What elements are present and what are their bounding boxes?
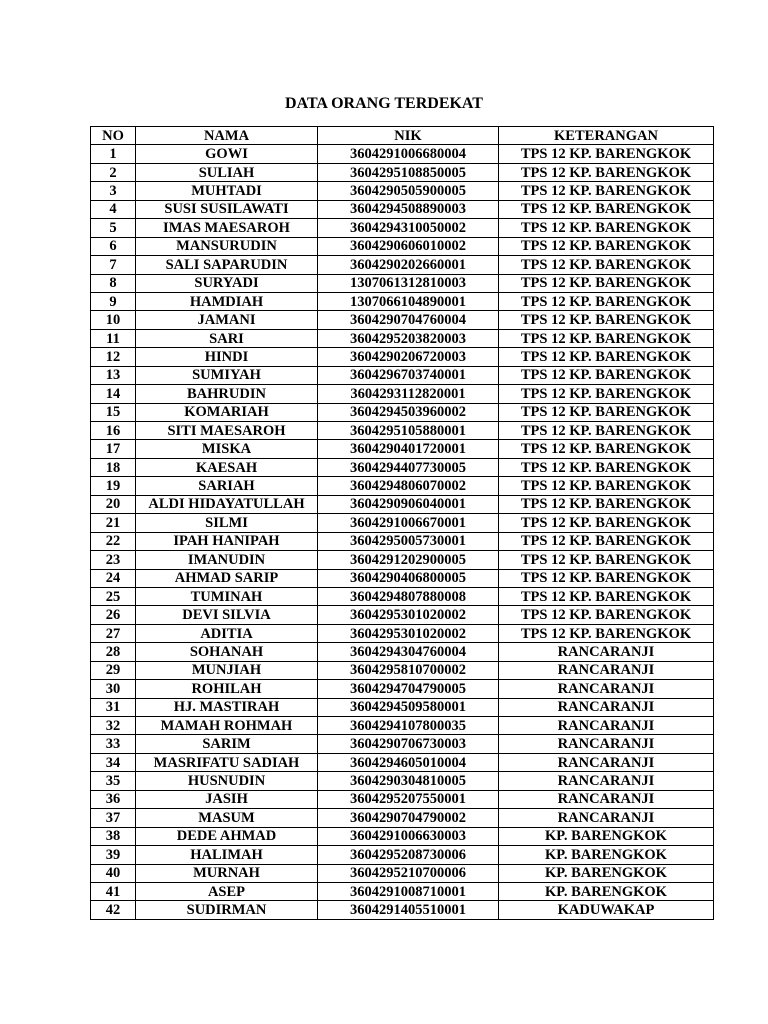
cell-nama: HUSNUDIN bbox=[136, 772, 318, 790]
table-row bbox=[91, 274, 714, 292]
cell-nama: JAMANI bbox=[136, 311, 318, 329]
table-row bbox=[91, 458, 714, 476]
cell-nik: 3604294807880008 bbox=[318, 587, 499, 605]
cell-nama: IMAS MAESAROH bbox=[136, 219, 318, 237]
cell-nama: SUMIYAH bbox=[136, 366, 318, 384]
cell-nik: 3604290704790002 bbox=[318, 809, 499, 827]
cell-keterangan: RANCARANJI bbox=[499, 753, 714, 771]
cell-nik: 3604295105880001 bbox=[318, 422, 499, 440]
table-row bbox=[91, 514, 714, 532]
cell-no: 40 bbox=[91, 864, 136, 882]
cell-nama: SILMI bbox=[136, 514, 318, 532]
header-keterangan: KETERANGAN bbox=[499, 127, 714, 145]
table-row bbox=[91, 182, 714, 200]
cell-keterangan: TPS 12 KP. BARENGKOK bbox=[499, 311, 714, 329]
table-row bbox=[91, 717, 714, 735]
cell-keterangan: TPS 12 KP. BARENGKOK bbox=[499, 219, 714, 237]
table-row bbox=[91, 366, 714, 384]
cell-keterangan: TPS 12 KP. BARENGKOK bbox=[499, 237, 714, 255]
cell-no: 25 bbox=[91, 587, 136, 605]
cell-no: 17 bbox=[91, 440, 136, 458]
cell-nama: DEDE AHMAD bbox=[136, 827, 318, 845]
cell-no: 2 bbox=[91, 163, 136, 181]
cell-nama: AHMAD SARIP bbox=[136, 569, 318, 587]
cell-no: 23 bbox=[91, 551, 136, 569]
cell-no: 36 bbox=[91, 790, 136, 808]
cell-keterangan: TPS 12 KP. BARENGKOK bbox=[499, 551, 714, 569]
table-header-row bbox=[91, 127, 714, 145]
cell-keterangan: TPS 12 KP. BARENGKOK bbox=[499, 440, 714, 458]
cell-nama: GOWI bbox=[136, 145, 318, 163]
cell-no: 18 bbox=[91, 458, 136, 476]
table-row bbox=[91, 772, 714, 790]
cell-keterangan: TPS 12 KP. BARENGKOK bbox=[499, 532, 714, 550]
cell-no: 15 bbox=[91, 403, 136, 421]
cell-nama: HINDI bbox=[136, 348, 318, 366]
table-row bbox=[91, 551, 714, 569]
cell-keterangan: RANCARANJI bbox=[499, 717, 714, 735]
cell-nama: HAMDIAH bbox=[136, 292, 318, 310]
cell-keterangan: TPS 12 KP. BARENGKOK bbox=[499, 274, 714, 292]
cell-nama: MASRIFATU SADIAH bbox=[136, 753, 318, 771]
table-row bbox=[91, 532, 714, 550]
cell-nama: SALI SAPARUDIN bbox=[136, 256, 318, 274]
cell-keterangan: RANCARANJI bbox=[499, 735, 714, 753]
table-row bbox=[91, 569, 714, 587]
table-row bbox=[91, 698, 714, 716]
table-row bbox=[91, 809, 714, 827]
table-row bbox=[91, 292, 714, 310]
table-row bbox=[91, 440, 714, 458]
cell-no: 3 bbox=[91, 182, 136, 200]
cell-nik: 3604294107800035 bbox=[318, 717, 499, 735]
table-row bbox=[91, 864, 714, 882]
cell-keterangan: TPS 12 KP. BARENGKOK bbox=[499, 458, 714, 476]
cell-keterangan: RANCARANJI bbox=[499, 698, 714, 716]
cell-keterangan: TPS 12 KP. BARENGKOK bbox=[499, 366, 714, 384]
cell-nik: 3604293112820001 bbox=[318, 385, 499, 403]
table-row bbox=[91, 403, 714, 421]
cell-no: 33 bbox=[91, 735, 136, 753]
table-row bbox=[91, 256, 714, 274]
cell-nama: SITI MAESAROH bbox=[136, 422, 318, 440]
cell-no: 5 bbox=[91, 219, 136, 237]
cell-nik: 3604295108850005 bbox=[318, 163, 499, 181]
cell-nama: SARIAH bbox=[136, 477, 318, 495]
cell-nama: SUSI SUSILAWATI bbox=[136, 200, 318, 218]
cell-no: 8 bbox=[91, 274, 136, 292]
cell-nama: MUNJIAH bbox=[136, 661, 318, 679]
cell-nama: KAESAH bbox=[136, 458, 318, 476]
cell-no: 1 bbox=[91, 145, 136, 163]
table-row bbox=[91, 348, 714, 366]
header-nama: NAMA bbox=[136, 127, 318, 145]
cell-nama: HALIMAH bbox=[136, 846, 318, 864]
cell-nama: SOHANAH bbox=[136, 643, 318, 661]
cell-nama: HJ. MASTIRAH bbox=[136, 698, 318, 716]
data-table bbox=[90, 126, 714, 920]
cell-keterangan: TPS 12 KP. BARENGKOK bbox=[499, 569, 714, 587]
cell-keterangan: TPS 12 KP. BARENGKOK bbox=[499, 292, 714, 310]
table-row bbox=[91, 790, 714, 808]
cell-keterangan: TPS 12 KP. BARENGKOK bbox=[499, 348, 714, 366]
cell-keterangan: KP. BARENGKOK bbox=[499, 882, 714, 900]
cell-no: 22 bbox=[91, 532, 136, 550]
cell-nik: 3604291405510001 bbox=[318, 901, 499, 919]
cell-keterangan: KP. BARENGKOK bbox=[499, 827, 714, 845]
table-row bbox=[91, 145, 714, 163]
cell-nik: 3604295208730006 bbox=[318, 846, 499, 864]
cell-no: 20 bbox=[91, 495, 136, 513]
cell-nik: 3604294806070002 bbox=[318, 477, 499, 495]
cell-nama: MURNAH bbox=[136, 864, 318, 882]
cell-keterangan: TPS 12 KP. BARENGKOK bbox=[499, 403, 714, 421]
cell-nama: MISKA bbox=[136, 440, 318, 458]
cell-nik: 3604290505900005 bbox=[318, 182, 499, 200]
cell-no: 31 bbox=[91, 698, 136, 716]
cell-nik: 3604291006670001 bbox=[318, 514, 499, 532]
cell-nama: SURYADI bbox=[136, 274, 318, 292]
cell-keterangan: TPS 12 KP. BARENGKOK bbox=[499, 422, 714, 440]
cell-nama: ALDI HIDAYATULLAH bbox=[136, 495, 318, 513]
cell-no: 14 bbox=[91, 385, 136, 403]
cell-nama: MAMAH ROHMAH bbox=[136, 717, 318, 735]
table-row bbox=[91, 329, 714, 347]
cell-nama: SULIAH bbox=[136, 163, 318, 181]
table-row bbox=[91, 643, 714, 661]
cell-nik: 3604290906040001 bbox=[318, 495, 499, 513]
table-row bbox=[91, 163, 714, 181]
table-body bbox=[91, 145, 714, 919]
table-row bbox=[91, 680, 714, 698]
table-row bbox=[91, 495, 714, 513]
cell-nama: TUMINAH bbox=[136, 587, 318, 605]
cell-no: 24 bbox=[91, 569, 136, 587]
cell-nik: 3604291008710001 bbox=[318, 882, 499, 900]
cell-no: 34 bbox=[91, 753, 136, 771]
table-row bbox=[91, 219, 714, 237]
cell-nama: JASIH bbox=[136, 790, 318, 808]
cell-no: 9 bbox=[91, 292, 136, 310]
cell-nama: BAHRUDIN bbox=[136, 385, 318, 403]
cell-nik: 3604294304760004 bbox=[318, 643, 499, 661]
cell-keterangan: RANCARANJI bbox=[499, 643, 714, 661]
cell-no: 4 bbox=[91, 200, 136, 218]
table-row bbox=[91, 385, 714, 403]
table-row bbox=[91, 311, 714, 329]
cell-keterangan: KADUWAKAP bbox=[499, 901, 714, 919]
cell-keterangan: TPS 12 KP. BARENGKOK bbox=[499, 145, 714, 163]
cell-nik: 3604294503960002 bbox=[318, 403, 499, 421]
cell-nik: 3604291202900005 bbox=[318, 551, 499, 569]
cell-no: 27 bbox=[91, 624, 136, 642]
cell-keterangan: TPS 12 KP. BARENGKOK bbox=[499, 477, 714, 495]
cell-nik: 3604290706730003 bbox=[318, 735, 499, 753]
cell-nik: 3604295210700006 bbox=[318, 864, 499, 882]
cell-no: 11 bbox=[91, 329, 136, 347]
cell-keterangan: KP. BARENGKOK bbox=[499, 864, 714, 882]
cell-nik: 3604291006630003 bbox=[318, 827, 499, 845]
cell-keterangan: TPS 12 KP. BARENGKOK bbox=[499, 163, 714, 181]
cell-keterangan: RANCARANJI bbox=[499, 790, 714, 808]
cell-no: 13 bbox=[91, 366, 136, 384]
cell-keterangan: RANCARANJI bbox=[499, 772, 714, 790]
cell-nik: 3604290202660001 bbox=[318, 256, 499, 274]
cell-keterangan: TPS 12 KP. BARENGKOK bbox=[499, 182, 714, 200]
cell-no: 42 bbox=[91, 901, 136, 919]
cell-no: 30 bbox=[91, 680, 136, 698]
cell-nama: ASEP bbox=[136, 882, 318, 900]
cell-no: 12 bbox=[91, 348, 136, 366]
table-row bbox=[91, 422, 714, 440]
cell-no: 41 bbox=[91, 882, 136, 900]
cell-nik: 3604294704790005 bbox=[318, 680, 499, 698]
cell-nik: 3604294407730005 bbox=[318, 458, 499, 476]
table-row bbox=[91, 753, 714, 771]
cell-no: 16 bbox=[91, 422, 136, 440]
table-row bbox=[91, 827, 714, 845]
cell-no: 26 bbox=[91, 606, 136, 624]
cell-nama: KOMARIAH bbox=[136, 403, 318, 421]
table-row bbox=[91, 735, 714, 753]
table-row bbox=[91, 901, 714, 919]
table-row bbox=[91, 200, 714, 218]
table-row bbox=[91, 846, 714, 864]
header-nik: NIK bbox=[318, 127, 499, 145]
cell-no: 35 bbox=[91, 772, 136, 790]
cell-keterangan: RANCARANJI bbox=[499, 661, 714, 679]
cell-nama: IPAH HANIPAH bbox=[136, 532, 318, 550]
cell-nik: 3604290704760004 bbox=[318, 311, 499, 329]
cell-nama: ADITIA bbox=[136, 624, 318, 642]
cell-nama: SARI bbox=[136, 329, 318, 347]
cell-no: 19 bbox=[91, 477, 136, 495]
cell-keterangan: RANCARANJI bbox=[499, 809, 714, 827]
cell-keterangan: RANCARANJI bbox=[499, 680, 714, 698]
cell-keterangan: KP. BARENGKOK bbox=[499, 846, 714, 864]
cell-nama: MASUM bbox=[136, 809, 318, 827]
cell-nik: 1307061312810003 bbox=[318, 274, 499, 292]
cell-nik: 3604290606010002 bbox=[318, 237, 499, 255]
cell-no: 38 bbox=[91, 827, 136, 845]
cell-nama: MUHTADI bbox=[136, 182, 318, 200]
cell-keterangan: TPS 12 KP. BARENGKOK bbox=[499, 495, 714, 513]
table-row bbox=[91, 882, 714, 900]
cell-nama: ROHILAH bbox=[136, 680, 318, 698]
header-no: NO bbox=[91, 127, 136, 145]
table-row bbox=[91, 587, 714, 605]
cell-keterangan: TPS 12 KP. BARENGKOK bbox=[499, 256, 714, 274]
cell-nik: 3604291006680004 bbox=[318, 145, 499, 163]
cell-keterangan: TPS 12 KP. BARENGKOK bbox=[499, 329, 714, 347]
cell-nama: SARIM bbox=[136, 735, 318, 753]
cell-keterangan: TPS 12 KP. BARENGKOK bbox=[499, 587, 714, 605]
cell-nik: 3604294310050002 bbox=[318, 219, 499, 237]
cell-nik: 3604295301020002 bbox=[318, 624, 499, 642]
cell-no: 28 bbox=[91, 643, 136, 661]
cell-nik: 3604290304810005 bbox=[318, 772, 499, 790]
cell-keterangan: TPS 12 KP. BARENGKOK bbox=[499, 514, 714, 532]
cell-no: 10 bbox=[91, 311, 136, 329]
table-row bbox=[91, 606, 714, 624]
cell-nik: 3604296703740001 bbox=[318, 366, 499, 384]
cell-nik: 3604295207550001 bbox=[318, 790, 499, 808]
cell-no: 39 bbox=[91, 846, 136, 864]
cell-no: 32 bbox=[91, 717, 136, 735]
cell-nama: SUDIRMAN bbox=[136, 901, 318, 919]
cell-nik: 3604295005730001 bbox=[318, 532, 499, 550]
cell-nama: DEVI SILVIA bbox=[136, 606, 318, 624]
cell-nik: 3604295810700002 bbox=[318, 661, 499, 679]
cell-nik: 3604295203820003 bbox=[318, 329, 499, 347]
cell-nik: 3604290406800005 bbox=[318, 569, 499, 587]
table-row bbox=[91, 661, 714, 679]
page-title: DATA ORANG TERDEKAT bbox=[285, 95, 483, 112]
cell-keterangan: TPS 12 KP. BARENGKOK bbox=[499, 385, 714, 403]
cell-no: 7 bbox=[91, 256, 136, 274]
cell-nik: 3604294605010004 bbox=[318, 753, 499, 771]
table-row bbox=[91, 237, 714, 255]
cell-keterangan: TPS 12 KP. BARENGKOK bbox=[499, 606, 714, 624]
cell-nik: 3604290401720001 bbox=[318, 440, 499, 458]
cell-no: 21 bbox=[91, 514, 136, 532]
cell-nama: MANSURUDIN bbox=[136, 237, 318, 255]
cell-nik: 3604294508890003 bbox=[318, 200, 499, 218]
table-row bbox=[91, 624, 714, 642]
cell-nik: 3604295301020002 bbox=[318, 606, 499, 624]
cell-no: 29 bbox=[91, 661, 136, 679]
cell-no: 37 bbox=[91, 809, 136, 827]
cell-nik: 1307066104890001 bbox=[318, 292, 499, 310]
cell-nik: 3604294509580001 bbox=[318, 698, 499, 716]
cell-keterangan: TPS 12 KP. BARENGKOK bbox=[499, 624, 714, 642]
cell-no: 6 bbox=[91, 237, 136, 255]
table-row bbox=[91, 477, 714, 495]
cell-nama: IMANUDIN bbox=[136, 551, 318, 569]
cell-keterangan: TPS 12 KP. BARENGKOK bbox=[499, 200, 714, 218]
cell-nik: 3604290206720003 bbox=[318, 348, 499, 366]
